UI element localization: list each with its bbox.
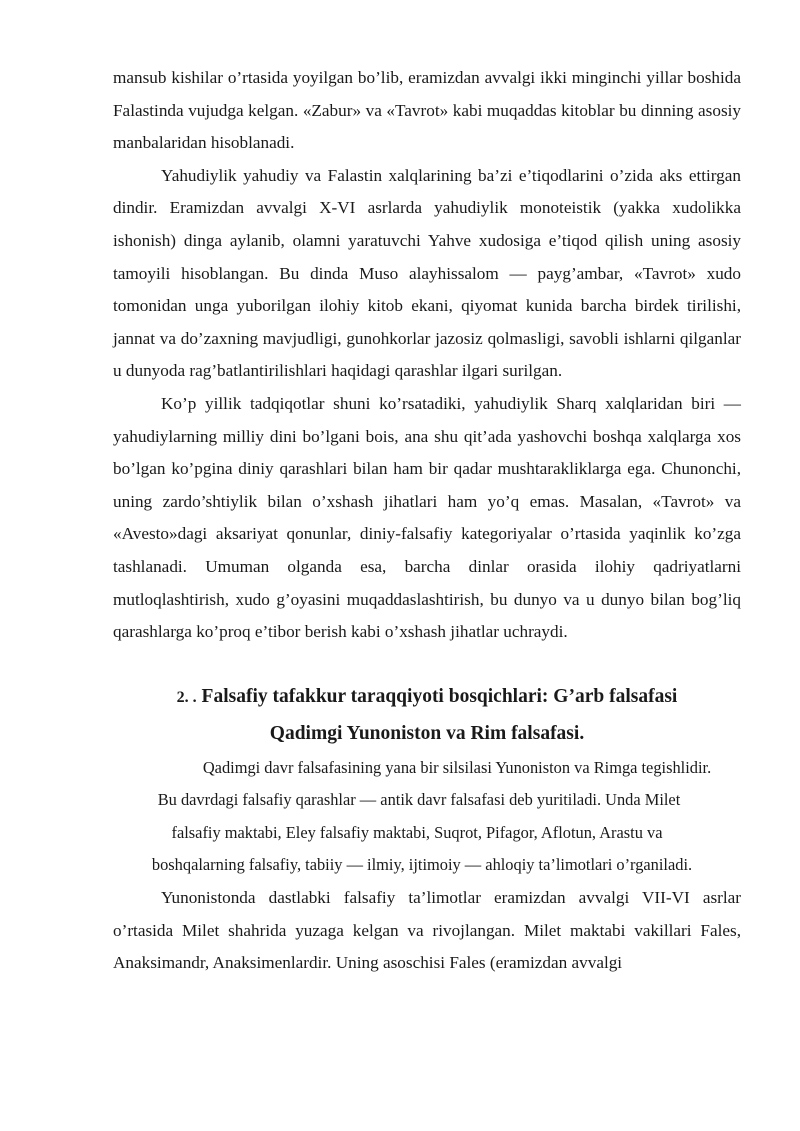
section-heading: [113, 679, 741, 752]
section-title-line2: Qadimgi Yunoniston va Rim falsafasi.: [269, 722, 585, 744]
paragraph-milet-school: Yunonistonda dastlabki falsafiy ta’limotlar eramizdan avvalgi VII-VI asrlar o’rtasida Milet shahrida yuzaga kelgan va rivojlangan. Milet maktabi vakillari Fales, Anaksimandr, Anaksimenlardir. Uning asoschisi Fales (eramizdan avvalgi: [113, 888, 741, 973]
centered-intro-line4: boshqalarning falsafiy, tabiiy — ilmiy, ijtimoiy — ahloqiy ta’limotlari o’rganiladi.: [151, 855, 693, 875]
section-number: 2. .: [176, 688, 197, 706]
document-page: [113, 62, 741, 980]
section-heading-line1: [113, 679, 741, 716]
paragraph-continuation: mansub kishilar o’rtasida yoyilgan bo’lib, eramizdan avvalgi ikki minginchi yillar boshida Falastinda vujudga kelgan. «Zabur» va «Tavrot» kabi muqaddas kitoblar bu dinning asosiy manbalaridan hisoblanadi.: [113, 68, 741, 153]
section-title-line1: Falsafiy tafakkur taraqqiyoti bosqichlari: G’arb falsafasi: [201, 685, 678, 707]
centered-intro-line3: falsafiy maktabi, Eley falsafiy maktabi, Suqrot, Pifagor, Aflotun, Arastu va: [171, 822, 663, 842]
paragraph-judaism-overview: Yahudiylik yahudiy va Falastin xalqlarining ba’zi e’tiqodlarini o’zida aks ettirgan dindir. Eramizdan avvalgi X-VI asrlarda yahudiylik monoteistik (yakka xudolikka ishonish) dinga aylanib, olamni yaratuvchi Yahve xudosiga e’tiqod qilish uning asosiy tamoyili hisoblangan. Bu dinda Muso alayhissalom — payg’ambar, «Tavrot» xudo tomonidan unga yuborilgan ilohiy kitob ekani, qiyomat kunida barcha birdek tirilishi, jannat va do’zaxning mavjudligi, gunohkorlar jazosiz qolmasligi, savobli ishlarni qilganlar u dunyoda rag’batlantirilishlari haqidagi qarashlar ilgari surilgan.: [113, 165, 741, 381]
centered-intro-line2: Bu davrdagi falsafiy qarashlar — antik davr falsafasi deb yuritiladi. Unda Milet: [157, 790, 681, 810]
centered-intro-block: [113, 752, 741, 882]
paragraph-judaism-comparison: Ko’p yillik tadqiqotlar shuni ko’rsatadiki, yahudiylik Sharq xalqlaridan biri — yahudiylarning milliy dini bo’lgani bois, ana shu qit’ada yashovchi boshqa xalqlarga xos bo’lgan ko’pgina diniy qarashlari bilan ham bir qadar mushtarakliklarga ega. Chunonchi, uning zardo’shtiylik bilan o’xshash jihatlari ham yo’q emas. Masalan, «Tavrot» va «Avesto»dagi aksariyat qonunlar, diniy-falsafiy kategoriyalar o’rtasida yaqinlik ko’zga tashlanadi. Umuman olganda esa, barcha dinlar orasida ilohiy qadriyatlarni mutloqlashtirish, xudo g’oyasini muqaddaslashtirish, bu dunyo va u dunyo bilan bog’liq qarashlarga ko’proq e’tibor berish kabi o’xshash jihatlar uchraydi.: [113, 393, 741, 642]
centered-intro-line1: Qadimgi davr falsafasining yana bir silsilasi Yunoniston va Rimga tegishlidir.: [202, 757, 712, 777]
